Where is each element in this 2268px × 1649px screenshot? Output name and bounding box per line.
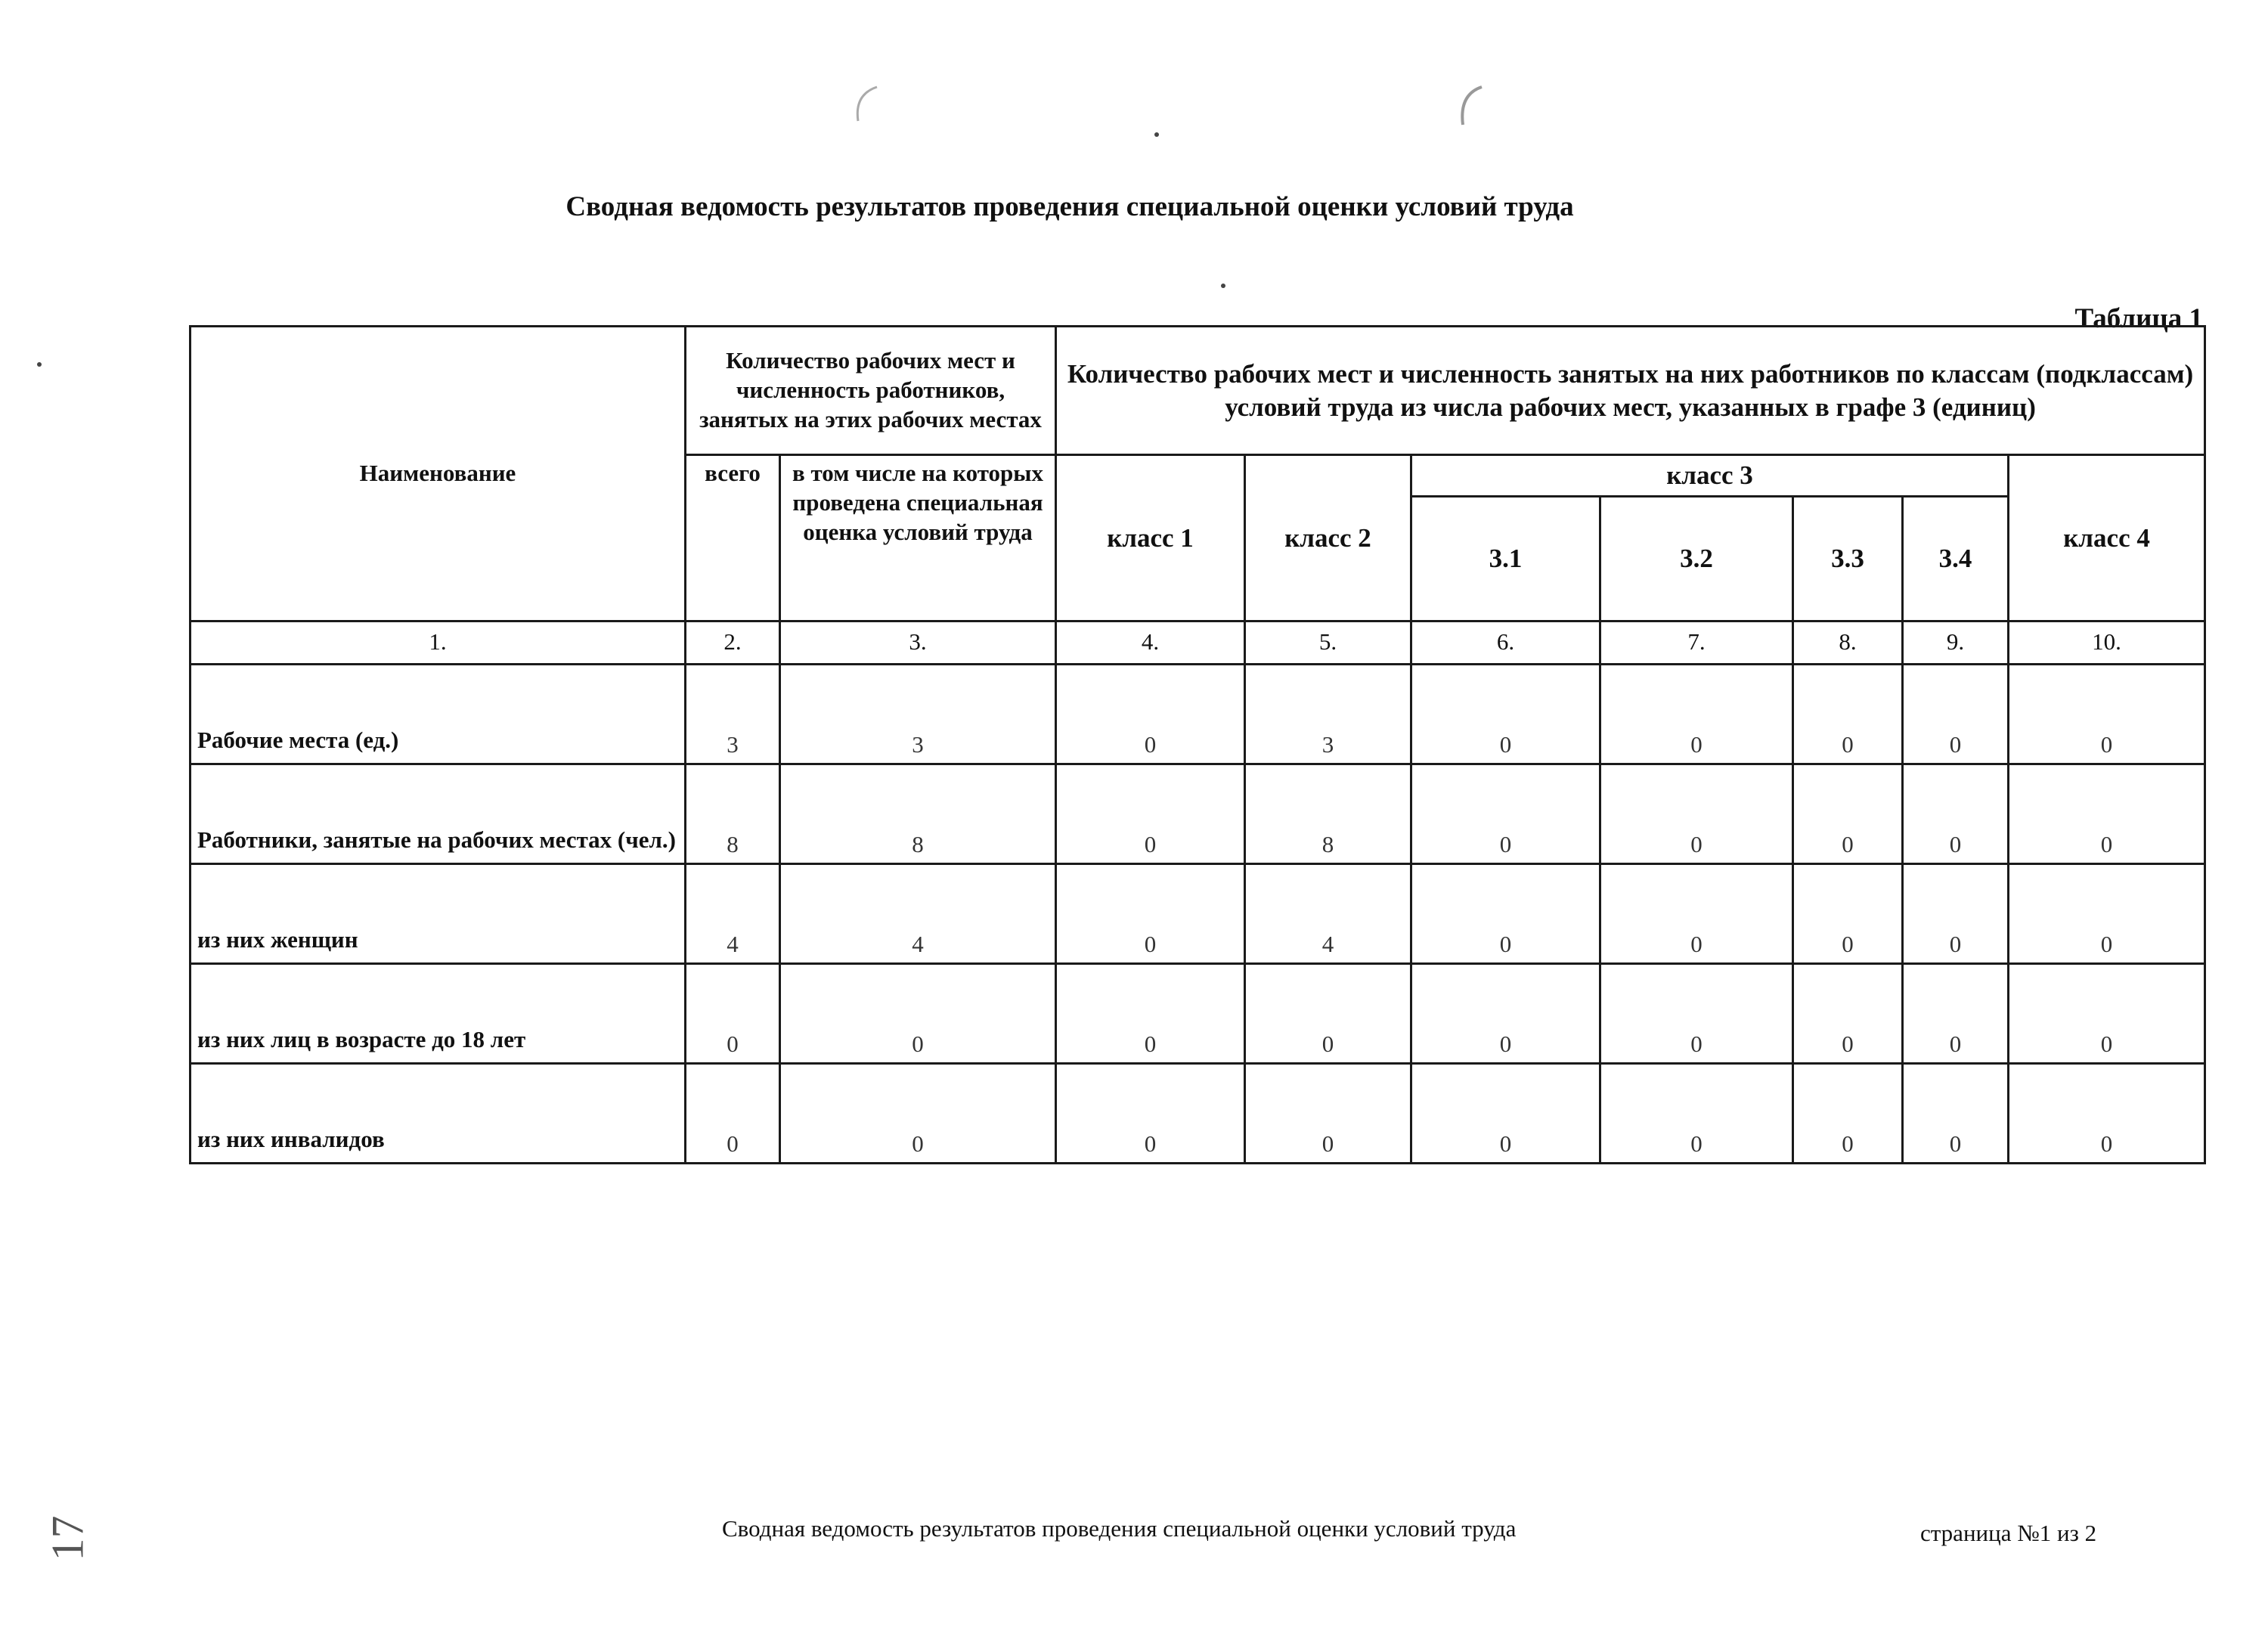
scan-dot	[1221, 284, 1225, 288]
cell-assessed: 3	[780, 664, 1056, 764]
cell-class-2: 4	[1245, 863, 1411, 963]
cell-class-2: 3	[1245, 664, 1411, 764]
cell-class-2: 8	[1245, 764, 1411, 863]
cell-assessed: 0	[780, 963, 1056, 1063]
header-classes-group: Количество рабочих мест и численность занятых на них работников по классам (подклассам) условий труда из числа рабочих мест, указанных в графе 3 (единиц)	[1056, 327, 2205, 455]
row-label: Работники, занятые на рабочих местах (чел.)	[191, 764, 686, 863]
punch-hole-mark-left	[857, 87, 877, 121]
cell-assessed: 4	[780, 863, 1056, 963]
cell-class-3-4: 0	[1903, 664, 2009, 764]
handwritten-mark-text: 17	[42, 1515, 93, 1561]
row-label: Рабочие места (ед.)	[191, 664, 686, 764]
cell-total: 8	[686, 764, 780, 863]
page-number: страница №1 из 2	[1920, 1520, 2097, 1546]
cell-class-1: 0	[1056, 863, 1245, 963]
cell-class-3-4: 0	[1903, 1063, 2009, 1163]
cell-class-3-2: 0	[1600, 1063, 1793, 1163]
header-class-2: класс 2	[1245, 455, 1411, 621]
cell-class-3-2: 0	[1600, 963, 1793, 1063]
column-number: 6.	[1411, 621, 1600, 664]
header-workplaces-group: Количество рабочих мест и численность работников, занятых на этих рабочих местах	[686, 327, 1056, 455]
row-label: из них женщин	[191, 863, 686, 963]
cell-class-3-4: 0	[1903, 863, 2009, 963]
cell-class-4: 0	[2009, 1063, 2205, 1163]
header-assessed: в том числе на которых проведена специальная оценка условий труда	[780, 455, 1056, 621]
cell-class-1: 0	[1056, 963, 1245, 1063]
cell-class-3-4: 0	[1903, 764, 2009, 863]
column-number: 8.	[1793, 621, 1903, 664]
column-number: 1.	[191, 621, 686, 664]
header-class-4: класс 4	[2009, 455, 2205, 621]
column-number: 3.	[780, 621, 1056, 664]
scan-dot	[37, 362, 42, 367]
column-number: 5.	[1245, 621, 1411, 664]
cell-class-4: 0	[2009, 863, 2205, 963]
punch-hole-mark-right	[1462, 87, 1482, 125]
table-label: Таблица 1	[2074, 303, 2203, 334]
column-number: 7.	[1600, 621, 1793, 664]
cell-class-3-4: 0	[1903, 963, 2009, 1063]
cell-class-3-3: 0	[1793, 1063, 1903, 1163]
cell-class-3-1: 0	[1411, 1063, 1600, 1163]
cell-assessed: 0	[780, 1063, 1056, 1163]
header-name: Наименование	[191, 327, 686, 621]
cell-assessed: 8	[780, 764, 1056, 863]
cell-class-3-2: 0	[1600, 664, 1793, 764]
cell-class-2: 0	[1245, 1063, 1411, 1163]
cell-class-1: 0	[1056, 764, 1245, 863]
header-class-3-4: 3.4	[1903, 496, 2009, 621]
column-number: 9.	[1903, 621, 2009, 664]
column-number: 4.	[1056, 621, 1245, 664]
document-title: Сводная ведомость результатов проведения специальной оценки условий труда	[565, 191, 1574, 222]
header-class-3-1: 3.1	[1411, 496, 1600, 621]
footer-text: Сводная ведомость результатов проведения специальной оценки условий труда	[722, 1515, 1517, 1542]
header-class-3-3: 3.3	[1793, 496, 1903, 621]
cell-total: 3	[686, 664, 780, 764]
cell-class-3-3: 0	[1793, 963, 1903, 1063]
cell-class-3-1: 0	[1411, 963, 1600, 1063]
row-label: из них лиц в возрасте до 18 лет	[191, 963, 686, 1063]
row-label: из них инвалидов	[191, 1063, 686, 1163]
header-class-3-2: 3.2	[1600, 496, 1793, 621]
cell-class-4: 0	[2009, 664, 2205, 764]
cell-total: 0	[686, 1063, 780, 1163]
cell-total: 4	[686, 863, 780, 963]
cell-class-3-2: 0	[1600, 764, 1793, 863]
cell-class-3-3: 0	[1793, 664, 1903, 764]
header-class-1: класс 1	[1056, 455, 1245, 621]
cell-class-3-3: 0	[1793, 764, 1903, 863]
scan-dot	[1154, 132, 1159, 137]
cell-class-3-3: 0	[1793, 863, 1903, 963]
column-number: 2.	[686, 621, 780, 664]
header-total: всего	[686, 455, 780, 621]
cell-total: 0	[686, 963, 780, 1063]
cell-class-1: 0	[1056, 664, 1245, 764]
cell-class-4: 0	[2009, 764, 2205, 863]
column-number: 10.	[2009, 621, 2205, 664]
cell-class-3-2: 0	[1600, 863, 1793, 963]
header-class-3: класс 3	[1411, 455, 2009, 497]
cell-class-3-1: 0	[1411, 764, 1600, 863]
cell-class-3-1: 0	[1411, 863, 1600, 963]
cell-class-3-1: 0	[1411, 664, 1600, 764]
cell-class-1: 0	[1056, 1063, 1245, 1163]
cell-class-2: 0	[1245, 963, 1411, 1063]
cell-class-4: 0	[2009, 963, 2205, 1063]
